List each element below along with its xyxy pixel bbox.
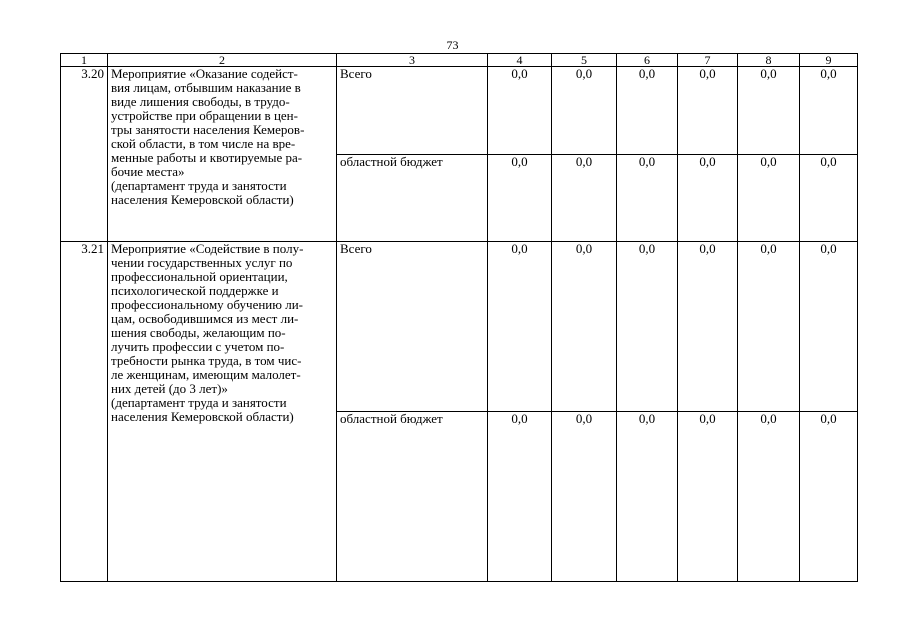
value-cell: 0,0 <box>617 412 678 582</box>
column-header: 7 <box>678 54 738 67</box>
table-header-row <box>61 54 858 67</box>
column-header: 5 <box>552 54 617 67</box>
funding-source: областной бюджет <box>337 154 488 242</box>
column-header: 4 <box>488 54 552 67</box>
value-cell: 0,0 <box>617 242 678 412</box>
value-cell: 0,0 <box>800 67 858 155</box>
value-cell: 0,0 <box>738 242 800 412</box>
value-cell: 0,0 <box>738 412 800 582</box>
value-cell: 0,0 <box>488 412 552 582</box>
page-number: 73 <box>446 38 459 52</box>
value-cell: 0,0 <box>488 154 552 242</box>
value-cell: 0,0 <box>488 242 552 412</box>
funding-source: областной бюджет <box>337 412 488 582</box>
column-header: 1 <box>61 54 108 67</box>
value-cell: 0,0 <box>552 154 617 242</box>
column-header: 9 <box>800 54 858 67</box>
funding-source: Всего <box>337 242 488 412</box>
column-header: 6 <box>617 54 678 67</box>
value-cell: 0,0 <box>678 412 738 582</box>
column-header: 3 <box>337 54 488 67</box>
measure-description: Мероприятие «Содействие в полу- чении государственных услуг по профессиональной ориентации, психологической поддержке и профессиональному обучению ли- цам, освободившимся из мест ли- шения свободы, желающим по- лучить профессии с учетом по- требности рынка труда, в том чис- ле женщинам, имеющим малолет- них детей (до 3 лет)» (департамент труда и занятости населения Кемеровской области) <box>108 242 337 582</box>
value-cell: 0,0 <box>738 67 800 155</box>
value-cell: 0,0 <box>800 242 858 412</box>
value-cell: 0,0 <box>552 67 617 155</box>
budget-table <box>60 53 858 582</box>
column-header: 8 <box>738 54 800 67</box>
value-cell: 0,0 <box>678 154 738 242</box>
value-cell: 0,0 <box>617 154 678 242</box>
column-header: 2 <box>108 54 337 67</box>
measure-description: Мероприятие «Оказание содейст- вия лицам, отбывшим наказание в виде лишения свободы, в трудо- устройстве при обращении в цен- тры занятости населения Кемеров- ской области, в том числе на вре- менные работы и квотируемые ра- бочие места» (департамент труда и занятости населения Кемеровской области) <box>108 67 337 242</box>
table-row <box>61 67 858 155</box>
row-number: 3.21 <box>61 242 108 582</box>
value-cell: 0,0 <box>678 242 738 412</box>
value-cell: 0,0 <box>738 154 800 242</box>
row-number: 3.20 <box>61 67 108 242</box>
funding-source: Всего <box>337 67 488 155</box>
value-cell: 0,0 <box>800 154 858 242</box>
value-cell: 0,0 <box>617 67 678 155</box>
value-cell: 0,0 <box>800 412 858 582</box>
value-cell: 0,0 <box>678 67 738 155</box>
value-cell: 0,0 <box>552 242 617 412</box>
value-cell: 0,0 <box>552 412 617 582</box>
value-cell: 0,0 <box>488 67 552 155</box>
table-row <box>61 242 858 412</box>
